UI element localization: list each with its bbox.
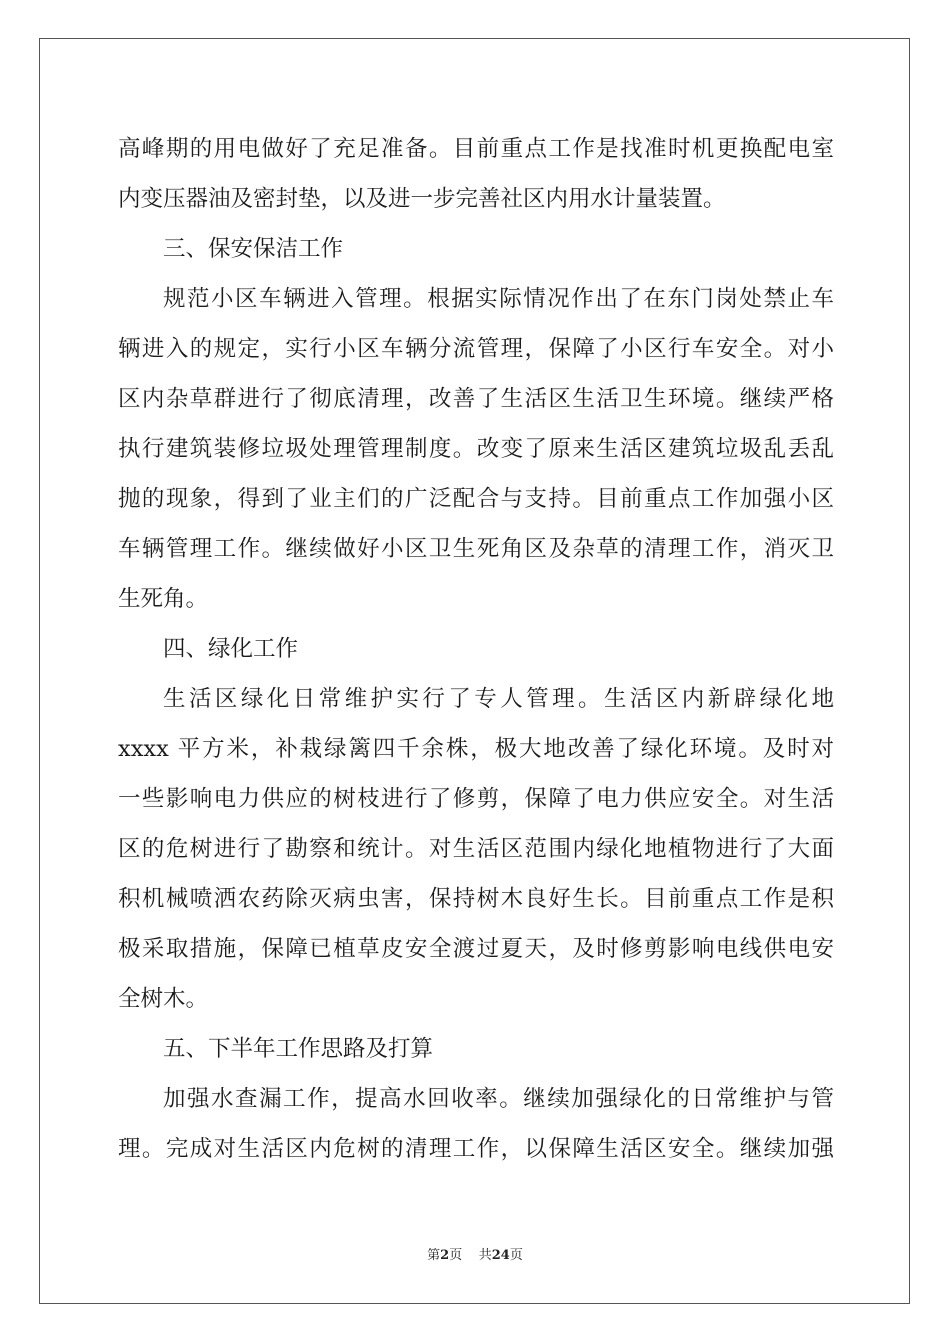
paragraph-line: 加强水查漏工作，提高水回收率。继续加强绿化的日常维护与管 — [163, 1086, 834, 1112]
page-number: 2 — [440, 1248, 450, 1263]
paragraph-line: 高峰期的用电做好了充足准备。目前重点工作是找准时机更换配电室 — [118, 136, 834, 162]
paragraph-line: 辆进入的规定，实行小区车辆分流管理，保障了小区行车安全。对小 — [118, 336, 834, 362]
page-footer — [0, 1247, 950, 1265]
page-label-suffix: 页 — [449, 1248, 463, 1263]
paragraph-line: 生活区绿化日常维护实行了专人管理。生活区内新辟绿化地 — [163, 686, 834, 712]
page-label-prefix: 第 — [427, 1248, 441, 1263]
total-pages: 24 — [491, 1248, 510, 1263]
paragraph-line: 区内杂草群进行了彻底清理，改善了生活区生活卫生环境。继续严格 — [118, 386, 834, 412]
paragraph-line: 全树木。 — [118, 986, 209, 1012]
paragraph-line: 区的危树进行了勘察和统计。对生活区范围内绿化地植物进行了大面 — [118, 836, 834, 862]
section-heading: 三、保安保洁工作 — [163, 236, 344, 262]
paragraph-line: 车辆管理工作。继续做好小区卫生死角区及杂草的清理工作，消灭卫 — [118, 536, 834, 562]
paragraph-line: 内变压器油及密封垫，以及进一步完善社区内用水计量装置。 — [118, 186, 726, 212]
paragraph-line: 规范小区车辆进入管理。根据实际情况作出了在东门岗处禁止车 — [163, 286, 834, 312]
paragraph-line: 理。完成对生活区内危树的清理工作，以保障生活区安全。继续加强 — [118, 1136, 834, 1162]
paragraph-line: 一些影响电力供应的树枝进行了修剪，保障了电力供应安全。对生活 — [118, 786, 834, 812]
paragraph-line: 生死角。 — [118, 586, 209, 612]
paragraph-line: 抛的现象，得到了业主们的广泛配合与支持。目前重点工作加强小区 — [118, 486, 834, 512]
paragraph-line: 积机械喷洒农药除灭病虫害，保持树木良好生长。目前重点工作是积 — [118, 886, 834, 912]
paragraph-line: 极采取措施，保障已植草皮安全渡过夏天，及时修剪影响电线供电安 — [118, 936, 834, 962]
paragraph-line: xxxx 平方米，补栽绿篱四千余株，极大地改善了绿化环境。及时对 — [118, 736, 834, 762]
section-heading: 五、下半年工作思路及打算 — [163, 1036, 434, 1062]
total-label-suffix: 页 — [509, 1248, 523, 1263]
document-body — [118, 124, 834, 1174]
section-heading: 四、绿化工作 — [163, 636, 299, 662]
paragraph-line: 执行建筑装修垃圾处理管理制度。改变了原来生活区建筑垃圾乱丢乱 — [118, 436, 834, 462]
total-label-prefix: 共 — [478, 1248, 492, 1263]
